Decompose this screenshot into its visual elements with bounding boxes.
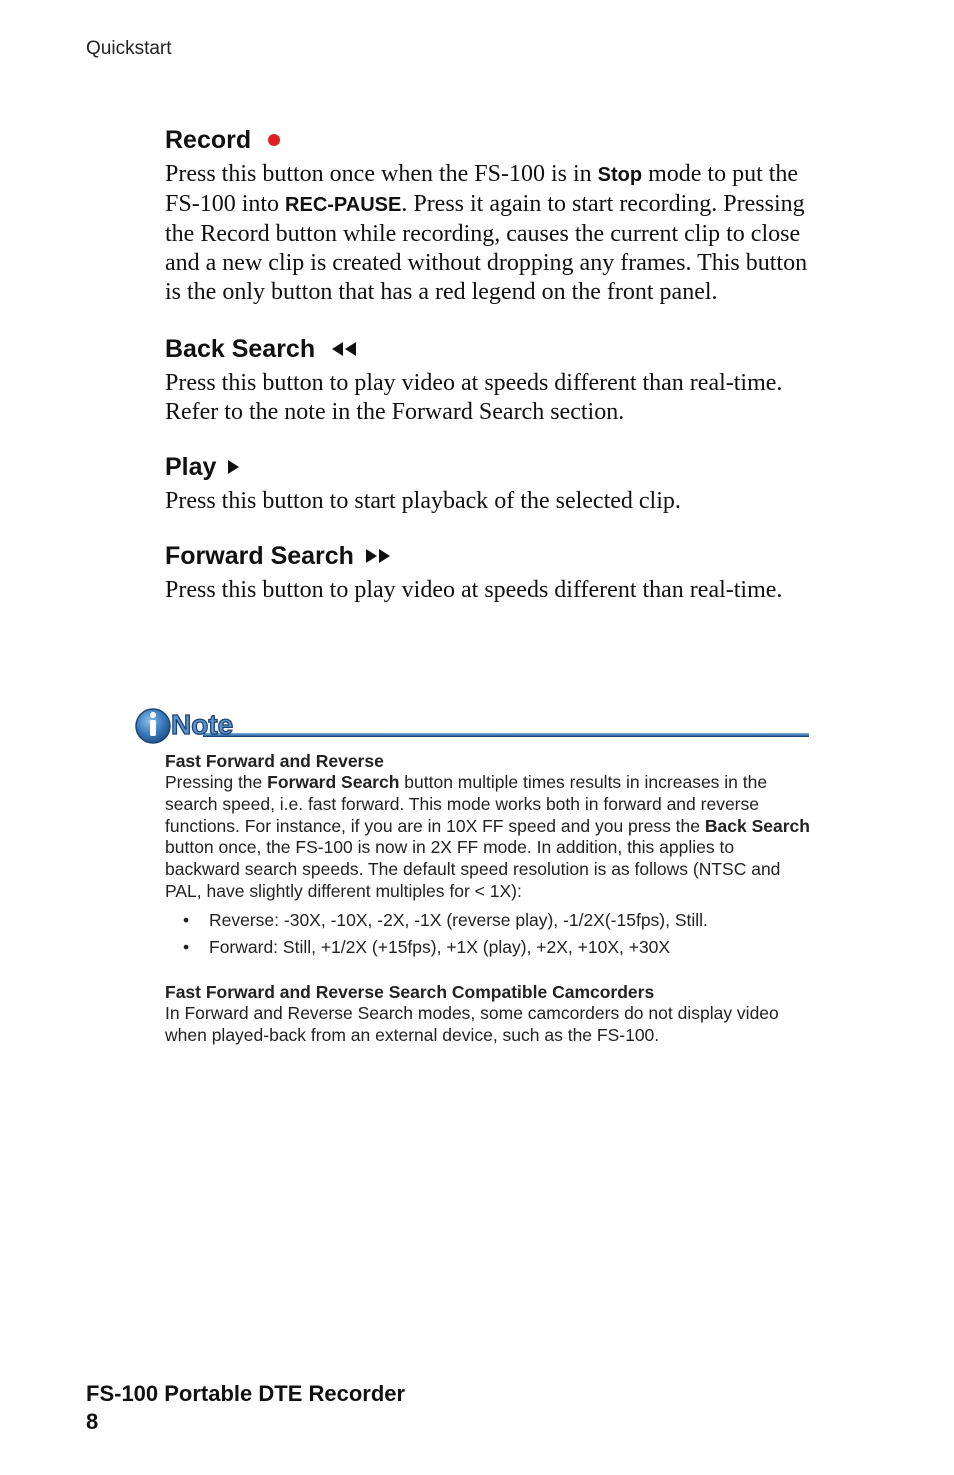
main-content [165, 122, 825, 605]
section-text-record [165, 160, 825, 307]
bullet-icon: • [183, 936, 190, 957]
section-heading-back-search [165, 331, 825, 367]
note-banner-graphic [133, 702, 813, 748]
note-title-fast-forward: Fast Forward and Reverse [165, 751, 384, 771]
section-heading-play [165, 449, 825, 485]
list-item [165, 934, 810, 961]
running-head: Quickstart [86, 38, 172, 59]
note-paragraph-1 [165, 772, 810, 903]
list-item-text: Forward: Still, +1/2X (+15fps), +1X (play), +2X, +10X, +30X [209, 936, 671, 957]
keyword-rec-pause: REC-PAUSE [285, 194, 402, 216]
footer-title: FS-100 Portable DTE Recorder [86, 1381, 406, 1406]
section-text-back-search: Press this button to play video at speeds different than real-time. Refer to the note in the Forward Search section. [165, 370, 783, 425]
list-item-text: Reverse: -30X, -10X, -2X, -1X (reverse play), -1/2X(-15fps), Still. [209, 909, 708, 930]
text-run: button once, the FS-100 is now in 2X FF mode. In addition, this applies to backward search speeds. The default speed resolution is as follows (NTSC and PAL, have slightly different multiples for < 1X): [165, 837, 781, 901]
section-heading-forward-search [165, 538, 825, 574]
keyword-forward-search: Forward Search [267, 772, 400, 792]
page-number: 8 [86, 1409, 99, 1434]
page-footer [86, 1380, 405, 1436]
speed-list [165, 907, 810, 961]
note-banner [133, 702, 813, 748]
keyword-back-search: Back Search [704, 815, 810, 836]
section-play [165, 449, 825, 516]
text-run: Pressing the [165, 772, 268, 792]
note-content [165, 750, 810, 1046]
section-text-play: Press this button to start playback of the selected clip. [165, 488, 681, 514]
bullet-icon: • [183, 909, 190, 930]
heading-text: Record [165, 126, 252, 154]
heading-text: Play [165, 453, 217, 481]
heading-text: Forward Search [165, 542, 354, 570]
keyword-stop: Stop [597, 164, 643, 186]
rewind-icon [325, 340, 361, 358]
text-run: Press this button once when the FS-100 is in [165, 161, 598, 187]
text-run: . Press it again to start recording. Pressing the Record button while recording, causes the current clip to close and a new clip is created without dropping any frames. This button is the only button that has a red legend on the front panel. [165, 191, 808, 305]
text-run: mode to put the FS-100 into [165, 161, 799, 217]
text-run: button multiple times results in increases in the search speed, i.e. fast forward. This mode works both in forward and reverse functions. For instance, if you are in 10X FF speed and you press the [165, 772, 768, 836]
fast-forward-icon [364, 547, 400, 565]
info-i-icon [136, 709, 170, 743]
section-record [165, 122, 825, 307]
note-title-compatible-camcorders: Fast Forward and Reverse Search Compatible Camcorders [165, 981, 655, 1002]
section-heading-record [165, 122, 825, 158]
list-item [165, 907, 810, 934]
record-dot-icon [267, 133, 281, 147]
play-icon [226, 458, 242, 476]
note-label: Note [171, 709, 234, 740]
section-back-search [165, 331, 825, 427]
section-forward-search [165, 538, 825, 605]
section-text-forward-search: Press this button to play video at speeds different than real-time. [165, 577, 783, 603]
heading-text: Back Search [165, 335, 316, 363]
note-paragraph-2: In Forward and Reverse Search modes, some camcorders do not display video when played-back from an external device, such as the FS-100. [165, 1002, 779, 1045]
